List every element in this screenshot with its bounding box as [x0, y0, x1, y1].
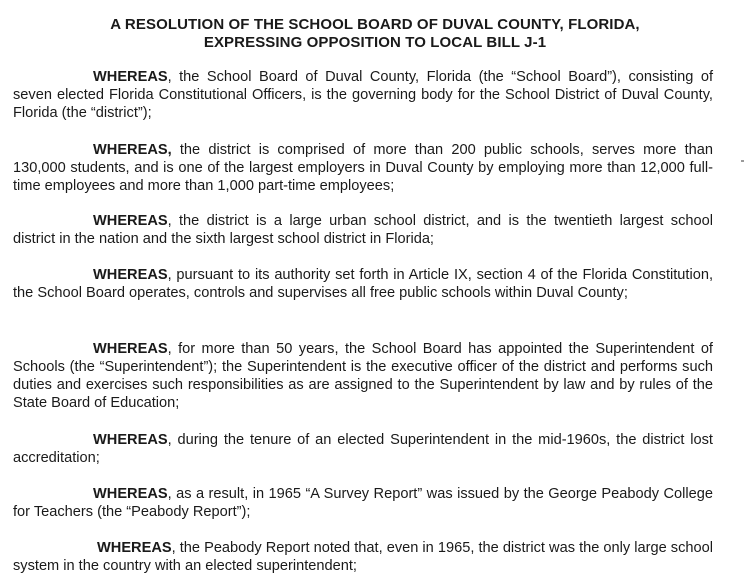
whereas-paragraph-2	[13, 141, 713, 195]
paragraph-text: , the Peabody Report noted that, even in 1965, the district was the only large school system in the country with an elected superintendent;	[13, 540, 713, 574]
paragraph-text: the district is comprised of more than 200 public schools, serves more than 130,000 students, and is one of the largest employers in Duval County by employing more than 12,000 full-time employees and more than 1,000 part-time employees;	[13, 142, 713, 194]
whereas-paragraph-3	[13, 212, 713, 248]
paragraph-text: , the School Board of Duval County, Florida (the “School Board”), consisting of seven elected Florida Constitutional Officers, is the governing body for the School District of Duval County, Florida (the “district”);	[13, 69, 713, 121]
whereas-keyword: WHEREAS	[93, 267, 168, 283]
paragraph-text: , the district is a large urban school district, and is the twentieth largest school district in the nation and the sixth largest school district in Florida;	[13, 213, 713, 247]
whereas-paragraph-5	[13, 340, 713, 412]
whereas-keyword: WHEREAS	[97, 540, 172, 556]
whereas-paragraph-7	[13, 485, 713, 521]
paragraph-text: , for more than 50 years, the School Board has appointed the Superintendent of Schools (the “Superintendent”); the Superintendent is the executive officer of the district and performs such duties and exercises such responsibilities as are assigned to the Superintendent by law and by rules of the State Board of Education;	[13, 341, 713, 411]
paragraph-text: , pursuant to its authority set forth in Article IX, section 4 of the Florida Constitution, the School Board operates, controls and supervises all free public schools within Duval County;	[13, 267, 713, 301]
whereas-keyword: WHEREAS	[93, 486, 168, 502]
resolution-title-line-1: A RESOLUTION OF THE SCHOOL BOARD OF DUVAL COUNTY, FLORIDA,	[110, 16, 640, 33]
scan-speck	[741, 160, 744, 162]
whereas-paragraph-1	[13, 68, 713, 122]
whereas-keyword: WHEREAS	[93, 341, 168, 357]
whereas-keyword: WHEREAS	[93, 213, 168, 229]
whereas-paragraph-6	[13, 431, 713, 467]
whereas-keyword: WHEREAS	[93, 69, 168, 85]
paragraph-text: , during the tenure of an elected Superintendent in the mid-1960s, the district lost accreditation;	[13, 432, 713, 466]
resolution-title-line-2: EXPRESSING OPPOSITION TO LOCAL BILL J-1	[203, 34, 547, 51]
whereas-keyword: WHEREAS	[93, 432, 168, 448]
whereas-paragraph-4	[13, 266, 713, 302]
paragraph-text: , as a result, in 1965 “A Survey Report” was issued by the George Peabody College for Teachers (the “Peabody Report”);	[13, 486, 713, 520]
whereas-keyword: WHEREAS,	[93, 142, 172, 158]
whereas-paragraph-8	[13, 539, 713, 575]
